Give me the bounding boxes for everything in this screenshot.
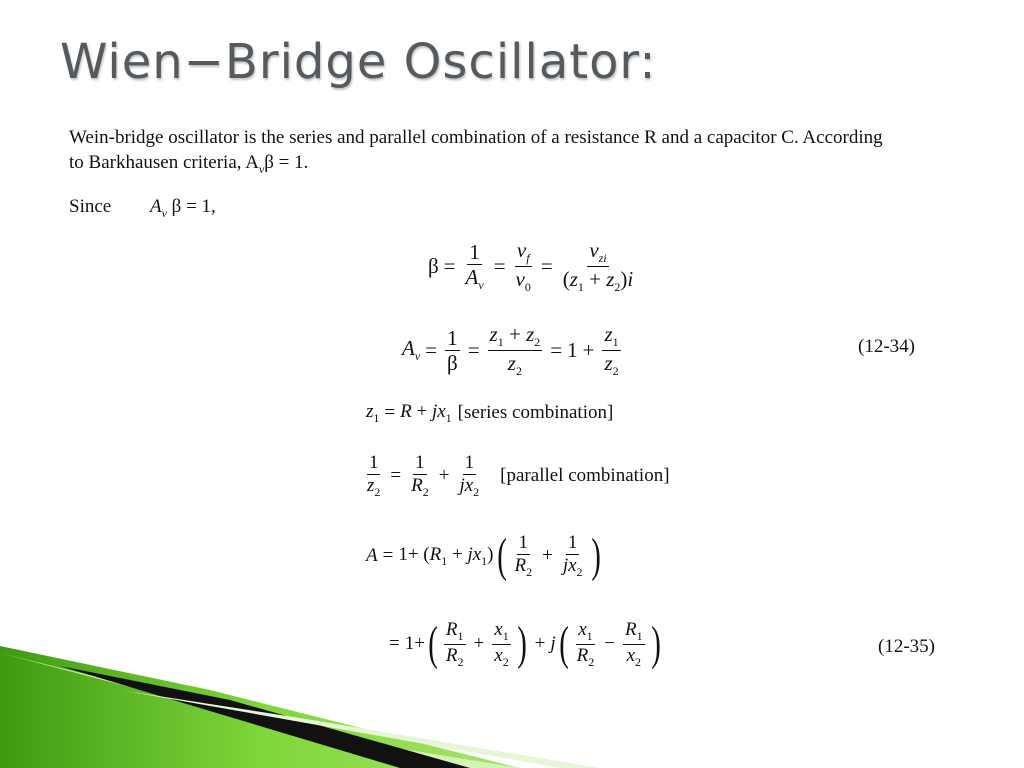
since-line — [69, 194, 216, 226]
intro-line-1: Wein-bridge oscillator is the series and parallel combination of a resistance R and a capacitor C. According — [69, 127, 883, 148]
equation-z1: $z_1$ = $R + jx_1$ [series combination] — [366, 401, 614, 425]
intro-paragraph — [69, 125, 883, 182]
slide-title: Wien−Bridge Oscillator: — [60, 34, 657, 90]
equation-z2: $\frac{1}{z_2}$ = $\frac{1}{R_2}$ + $\frac{1}{jx_2}$ [parallel combination] — [367, 452, 670, 499]
equation-beta: β = $\frac{1}{A_v}$ = $\frac{v_f}{v_0}$ = $\frac{v_{zi}}{(z_1 + z_2)i}$ — [428, 238, 634, 295]
since-expression: $A_v$ β = 1, — [149, 196, 216, 220]
series-note: [series combination] — [457, 402, 614, 424]
equation-a: A = $1+ (R_1 + jx_1)$ ( $\frac{1}{R_2}$ + $\frac{1}{jx_2}$ ) — [366, 529, 601, 582]
equation-a-expanded: = 1+ ( $\frac{R_1}{R_2}$ + $\frac{x_1}{x_2}$ ) + j ( $\frac{x_1}{R_2}$ − $\frac{R_1}{x_2}$ ) — [389, 617, 661, 671]
intro-line-2: to Barkhausen criteria, $A_v\beta = 1$. — [69, 152, 309, 176]
equation-number-12-34: (12-34) — [858, 336, 915, 357]
since-label: Since — [69, 196, 112, 217]
parallel-note: [parallel combination] — [500, 464, 670, 486]
equation-av: $A_v$ = $\frac{1}{\beta}$ = $\frac{z_1 + z_2}{z_2}$ = 1 + $\frac{z_1}{z_2}$ — [402, 322, 619, 379]
equation-number-12-35: (12-35) — [878, 636, 935, 657]
